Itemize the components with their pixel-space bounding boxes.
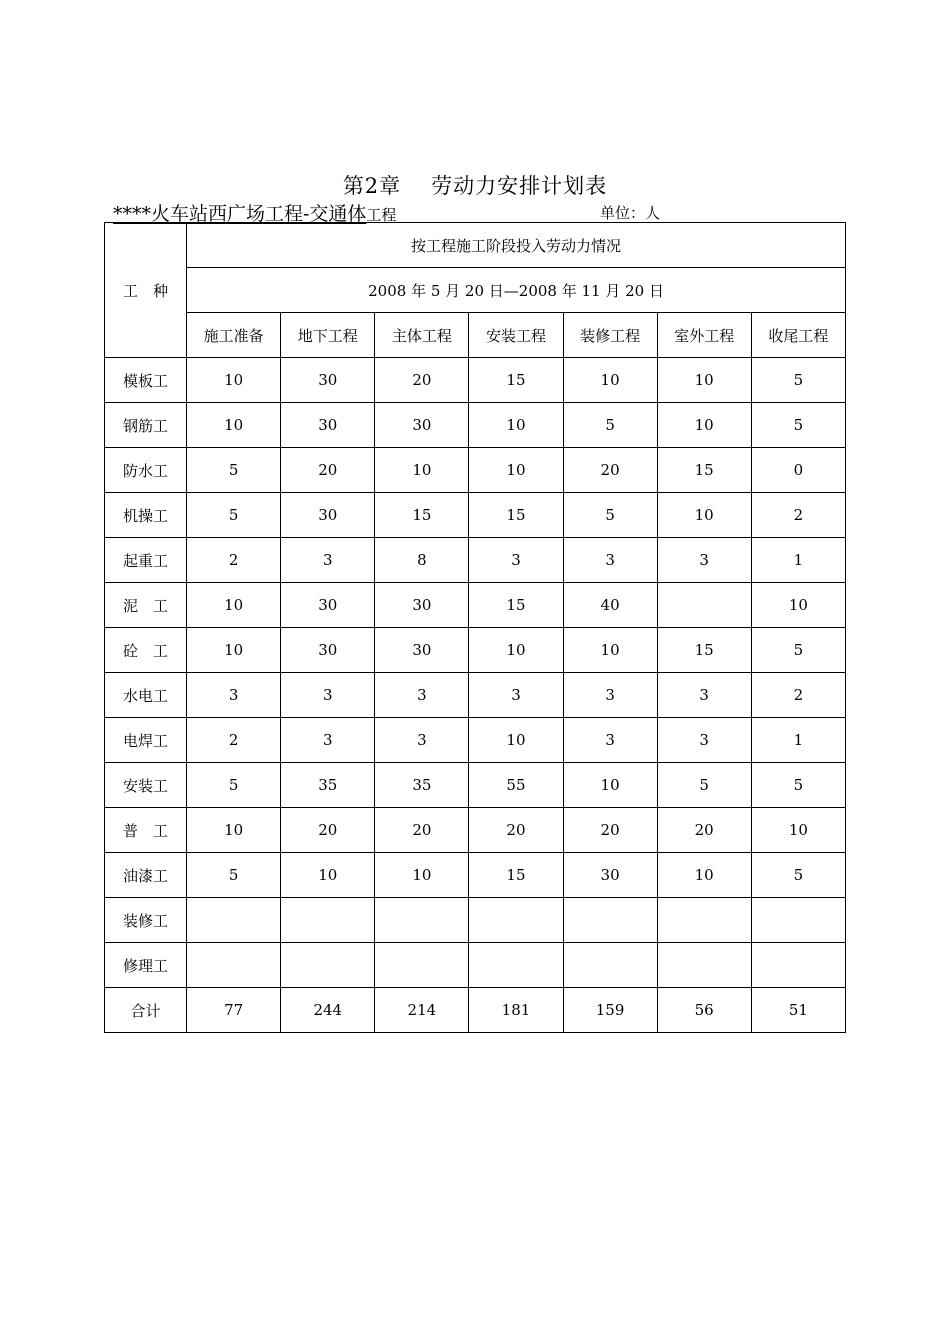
- value-cell: [375, 943, 469, 988]
- value-cell: 10: [187, 628, 281, 673]
- value-cell: 20: [469, 808, 563, 853]
- value-cell: 3: [375, 718, 469, 763]
- project-name-suffix: 工程: [366, 206, 397, 224]
- unit-label: 单位：人: [600, 204, 661, 222]
- value-cell: 20: [281, 808, 375, 853]
- trade-header: 工 种: [105, 223, 187, 358]
- value-cell: 35: [281, 763, 375, 808]
- trade-cell: 砼 工: [105, 628, 187, 673]
- value-cell: [187, 898, 281, 943]
- value-cell: 10: [469, 718, 563, 763]
- table-row: [105, 403, 846, 448]
- trade-cell: 钢筋工: [105, 403, 187, 448]
- value-cell: [375, 898, 469, 943]
- project-name-main: ****火车站西广场工程-交通体: [113, 203, 367, 225]
- header-row-period: [105, 268, 846, 313]
- value-cell: 15: [469, 583, 563, 628]
- total-row: [105, 988, 846, 1033]
- phase-header: 收尾工程: [751, 313, 845, 358]
- period-header: 2008 年 5 月 20 日—2008 年 11 月 20 日: [187, 268, 846, 313]
- trade-cell: 防水工: [105, 448, 187, 493]
- table-row: [105, 808, 846, 853]
- value-cell: 10: [563, 358, 657, 403]
- value-cell: 3: [563, 673, 657, 718]
- value-cell: 20: [281, 448, 375, 493]
- trade-cell: 电焊工: [105, 718, 187, 763]
- value-cell: 5: [751, 358, 845, 403]
- value-cell: 3: [657, 538, 751, 583]
- value-cell: 3: [281, 538, 375, 583]
- value-cell: [657, 898, 751, 943]
- value-cell: [281, 943, 375, 988]
- trade-cell: 水电工: [105, 673, 187, 718]
- value-cell: 20: [375, 808, 469, 853]
- table-row: [105, 583, 846, 628]
- table-body: [105, 358, 846, 1033]
- value-cell: 10: [657, 403, 751, 448]
- header-row-group: [105, 223, 846, 268]
- value-cell: 10: [187, 403, 281, 448]
- value-cell: 3: [563, 538, 657, 583]
- value-cell: 10: [469, 628, 563, 673]
- value-cell: 5: [751, 628, 845, 673]
- value-cell: [281, 898, 375, 943]
- labor-plan-table: [104, 222, 846, 1033]
- value-cell: 10: [281, 853, 375, 898]
- value-cell: 2: [751, 673, 845, 718]
- value-cell: 10: [657, 358, 751, 403]
- value-cell: 10: [375, 853, 469, 898]
- value-cell: 10: [375, 448, 469, 493]
- value-cell: 0: [751, 448, 845, 493]
- value-cell: 159: [563, 988, 657, 1033]
- value-cell: 30: [281, 628, 375, 673]
- table-row: [105, 898, 846, 943]
- value-cell: 10: [657, 853, 751, 898]
- value-cell: [657, 943, 751, 988]
- value-cell: 15: [657, 628, 751, 673]
- value-cell: 5: [187, 493, 281, 538]
- value-cell: 15: [469, 358, 563, 403]
- value-cell: 2: [751, 493, 845, 538]
- value-cell: [751, 943, 845, 988]
- value-cell: 5: [563, 493, 657, 538]
- value-cell: 10: [563, 763, 657, 808]
- value-cell: 15: [657, 448, 751, 493]
- value-cell: 5: [751, 403, 845, 448]
- value-cell: [657, 583, 751, 628]
- value-cell: [469, 898, 563, 943]
- value-cell: 5: [187, 853, 281, 898]
- phase-header: 施工准备: [187, 313, 281, 358]
- value-cell: 5: [187, 448, 281, 493]
- value-cell: 20: [375, 358, 469, 403]
- value-cell: 10: [563, 628, 657, 673]
- value-cell: 15: [469, 853, 563, 898]
- value-cell: 2: [187, 538, 281, 583]
- value-cell: 5: [563, 403, 657, 448]
- phase-header: 主体工程: [375, 313, 469, 358]
- value-cell: 15: [469, 493, 563, 538]
- value-cell: 5: [751, 853, 845, 898]
- value-cell: 5: [187, 763, 281, 808]
- table-row: [105, 538, 846, 583]
- value-cell: 10: [751, 583, 845, 628]
- trade-cell: 普 工: [105, 808, 187, 853]
- value-cell: 3: [563, 718, 657, 763]
- value-cell: [563, 943, 657, 988]
- group-header: 按工程施工阶段投入劳动力情况: [187, 223, 846, 268]
- value-cell: [469, 943, 563, 988]
- table-row: [105, 448, 846, 493]
- value-cell: 3: [469, 538, 563, 583]
- value-cell: 214: [375, 988, 469, 1033]
- value-cell: 56: [657, 988, 751, 1033]
- value-cell: 10: [751, 808, 845, 853]
- value-cell: 15: [375, 493, 469, 538]
- value-cell: 20: [563, 808, 657, 853]
- phase-header: 安装工程: [469, 313, 563, 358]
- phase-header: 装修工程: [563, 313, 657, 358]
- value-cell: [751, 898, 845, 943]
- header-row-phases: [105, 313, 846, 358]
- table-row: [105, 853, 846, 898]
- table-row: [105, 763, 846, 808]
- value-cell: 30: [375, 628, 469, 673]
- value-cell: 40: [563, 583, 657, 628]
- value-cell: 10: [187, 808, 281, 853]
- trade-cell: 装修工: [105, 898, 187, 943]
- value-cell: 8: [375, 538, 469, 583]
- trade-cell: 模板工: [105, 358, 187, 403]
- table-row: [105, 493, 846, 538]
- value-cell: 30: [375, 403, 469, 448]
- value-cell: 3: [657, 673, 751, 718]
- value-cell: 10: [469, 403, 563, 448]
- chapter-number: 第2章: [342, 174, 402, 198]
- value-cell: 244: [281, 988, 375, 1033]
- value-cell: 30: [281, 493, 375, 538]
- value-cell: 3: [469, 673, 563, 718]
- value-cell: 3: [187, 673, 281, 718]
- value-cell: 10: [187, 358, 281, 403]
- value-cell: 10: [187, 583, 281, 628]
- trade-cell: 修理工: [105, 943, 187, 988]
- value-cell: 3: [281, 718, 375, 763]
- value-cell: 2: [187, 718, 281, 763]
- value-cell: 1: [751, 718, 845, 763]
- value-cell: 55: [469, 763, 563, 808]
- trade-cell: 起重工: [105, 538, 187, 583]
- value-cell: 1: [751, 538, 845, 583]
- table-row: [105, 943, 846, 988]
- value-cell: 5: [657, 763, 751, 808]
- value-cell: 3: [281, 673, 375, 718]
- value-cell: 30: [375, 583, 469, 628]
- trade-cell: 安装工: [105, 763, 187, 808]
- value-cell: 30: [281, 358, 375, 403]
- value-cell: 30: [281, 403, 375, 448]
- value-cell: 51: [751, 988, 845, 1033]
- page-title: [0, 170, 950, 200]
- trade-cell: 油漆工: [105, 853, 187, 898]
- value-cell: 30: [281, 583, 375, 628]
- value-cell: 35: [375, 763, 469, 808]
- chapter-name: 劳动力安排计划表: [431, 174, 608, 198]
- trade-cell: 泥 工: [105, 583, 187, 628]
- value-cell: 30: [563, 853, 657, 898]
- value-cell: 77: [187, 988, 281, 1033]
- value-cell: 20: [657, 808, 751, 853]
- value-cell: [187, 943, 281, 988]
- trade-cell: 合计: [105, 988, 187, 1033]
- value-cell: [563, 898, 657, 943]
- table-row: [105, 673, 846, 718]
- value-cell: 20: [563, 448, 657, 493]
- trade-cell: 机操工: [105, 493, 187, 538]
- value-cell: 3: [657, 718, 751, 763]
- table-row: [105, 358, 846, 403]
- table-row: [105, 718, 846, 763]
- phase-header: 地下工程: [281, 313, 375, 358]
- table-row: [105, 628, 846, 673]
- value-cell: 5: [751, 763, 845, 808]
- value-cell: 10: [657, 493, 751, 538]
- value-cell: 181: [469, 988, 563, 1033]
- value-cell: 3: [375, 673, 469, 718]
- value-cell: 10: [469, 448, 563, 493]
- phase-header: 室外工程: [657, 313, 751, 358]
